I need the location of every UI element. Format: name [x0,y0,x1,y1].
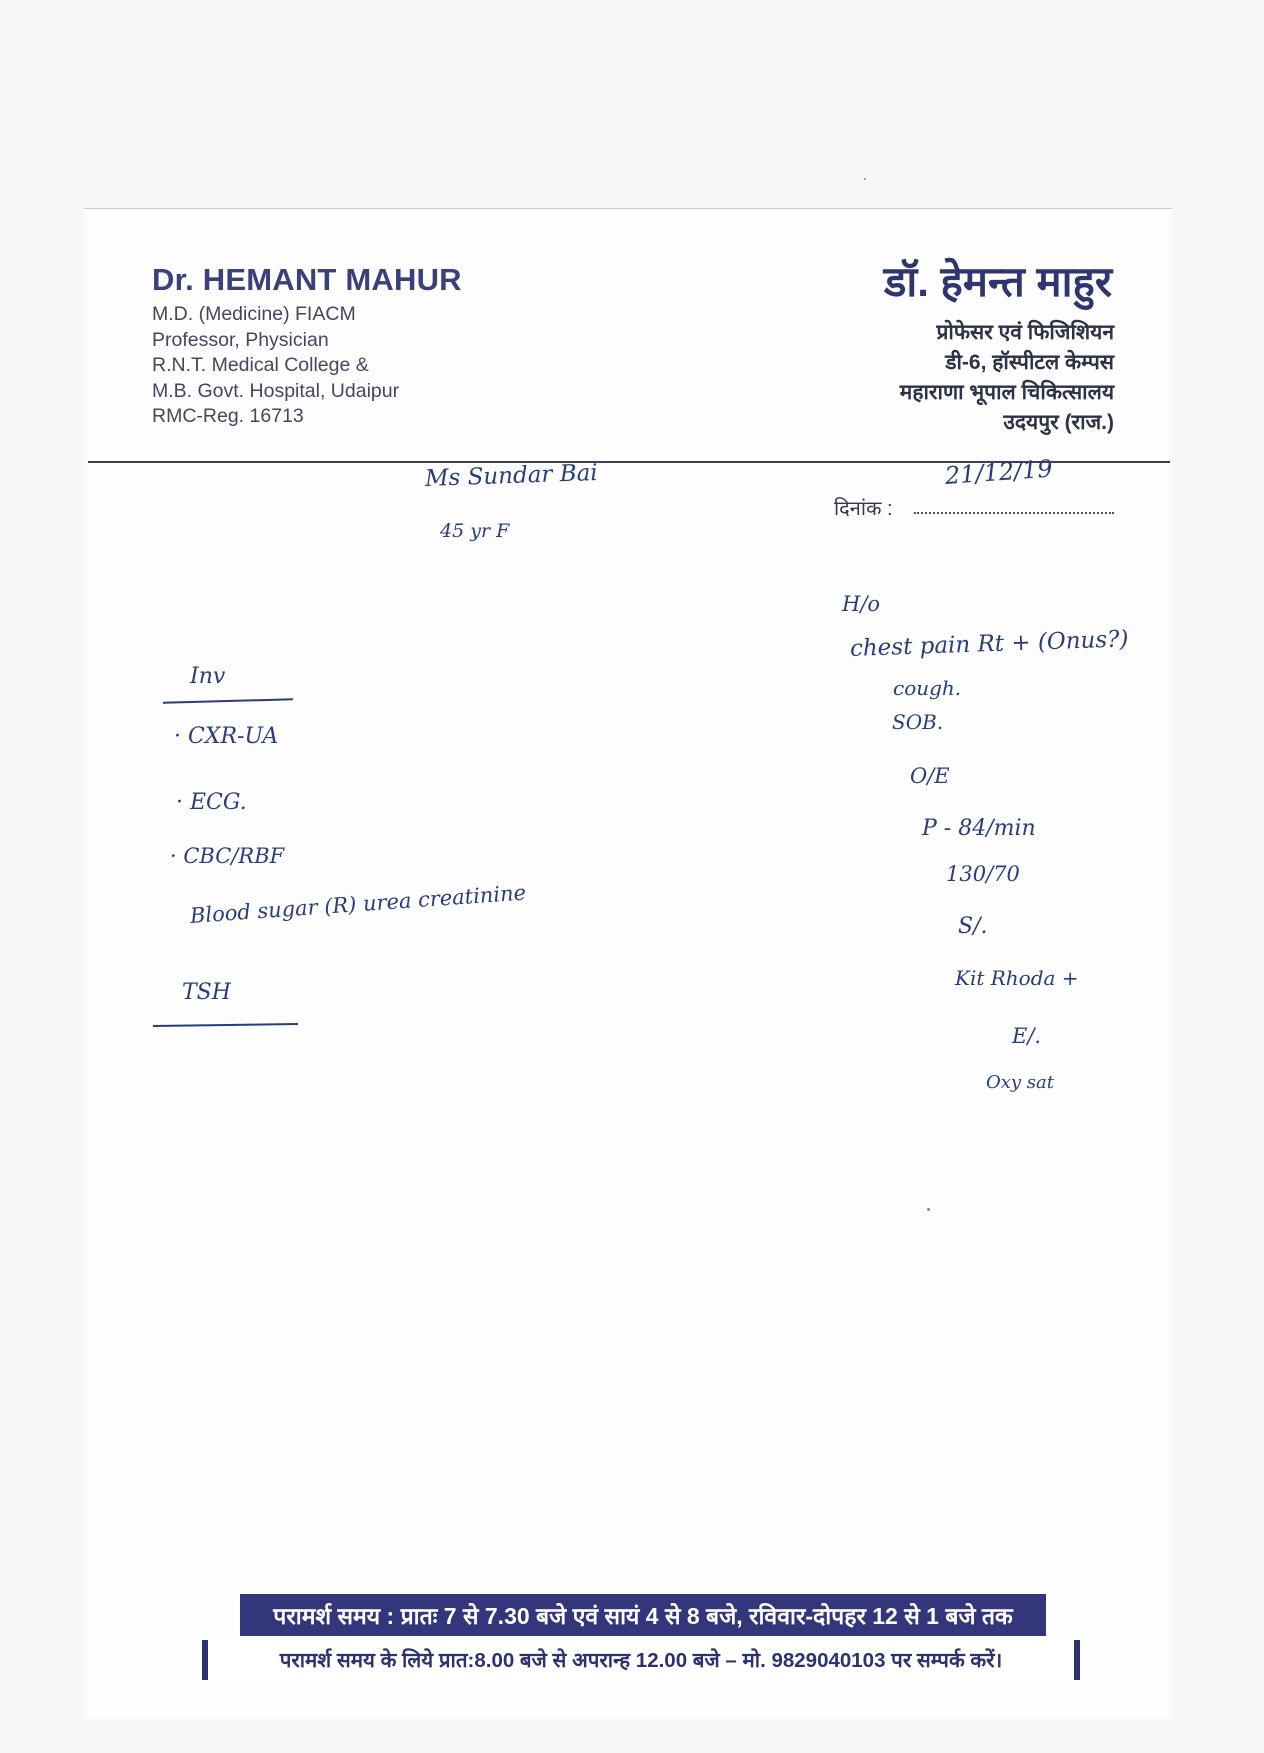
doctor-credentials-english [152,302,399,430]
exam-line: 130/70 [946,862,1020,886]
investigations-heading: Inv [190,664,226,689]
exam-line: P - 84/min [922,816,1036,841]
patient-name: Ms Sundar Bai [424,459,599,492]
doctor-credentials-hindi [900,318,1114,438]
complaint-line: chest pain Rt + (Onus?) [849,626,1129,662]
investigation-line: · CBC/RBF [170,844,285,868]
handwritten-date: 21/12/19 [944,454,1054,490]
credential-line-hindi: डी-6, हॉस्पीटल केम्पस [945,351,1114,374]
doctor-name-english: Dr. HEMANT MAHUR [152,262,462,297]
scan-speck [864,178,866,180]
complaint-line: cough. [893,676,962,700]
exam-line: S/. [958,914,988,939]
doctor-name-hindi: डॉ. हेमन्त माहुर [883,258,1112,305]
investigation-line: Blood sugar (R) urea creatinine [189,880,527,928]
patient-age-sex: 45 yr F [440,520,510,542]
credential-line: M.B. Govt. Hospital, Udaipur [152,379,400,402]
investigation-line: · CXR-UA [174,724,279,749]
exam-line: Kit Rhoda + [955,966,1079,990]
credential-line-hindi: उदयपुर (राज.) [1003,411,1114,434]
history-heading: H/o [842,592,881,616]
credential-line: R.N.T. Medical College & [152,354,369,376]
scan-speck [927,1208,930,1211]
investigation-line: TSH [182,980,231,1005]
date-dotted-line [914,512,1114,514]
complaint-line: SOB. [892,710,944,734]
appointment-contact-banner: परामर्श समय के लिये प्रात:8.00 बजे से अपरान्ह 12.00 बजे – मो. 9829040103 पर सम्पर्क करें। [202,1640,1080,1680]
credential-line-hindi: महाराणा भूपाल चिकित्सालय [899,381,1114,404]
credential-line: M.D. (Medicine) FIACM [152,303,356,325]
date-label: दिनांक : [834,498,893,520]
exam-heading: O/E [910,764,950,788]
credential-line-hindi: प्रोफेसर एवं फिजिशियन [936,321,1114,344]
exam-line: Oxy sat [986,1072,1055,1093]
credential-line: Professor, Physician [152,328,329,351]
registration-number: RMC-Reg. 16713 [152,405,304,427]
investigation-line: · ECG. [176,790,247,815]
exam-line: E/. [1012,1024,1042,1048]
consultation-timing-banner: परामर्श समय : प्रातः 7 से 7.30 बजे एवं सायं 4 से 8 बजे, रविवार-दोपहर 12 से 1 बजे तक [240,1594,1046,1636]
